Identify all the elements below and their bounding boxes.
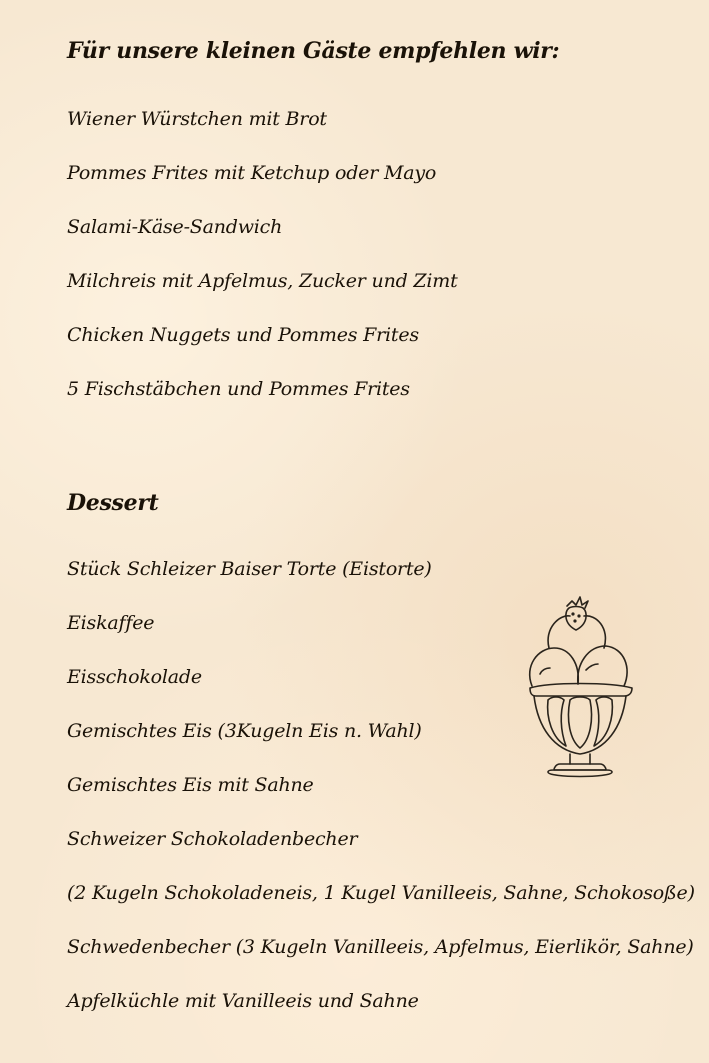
kids-item: Wiener Würstchen mit Brot	[67, 108, 327, 130]
dessert-item: Schweizer Schokoladenbecher	[67, 828, 358, 850]
dessert-item: Gemischtes Eis mit Sahne	[67, 774, 314, 796]
kids-item: Chicken Nuggets und Pommes Frites	[67, 324, 419, 346]
dessert-heading: Dessert	[67, 490, 159, 516]
dessert-item: Gemischtes Eis (3Kugeln Eis n. Wahl)	[67, 720, 422, 742]
kids-item: Salami-Käse-Sandwich	[67, 216, 283, 238]
dessert-item: Eiskaffee	[67, 612, 155, 634]
ice-cream-sundae-icon	[520, 588, 640, 788]
kids-item: Milchreis mit Apfelmus, Zucker und Zimt	[67, 270, 458, 292]
dessert-item-description: (2 Kugeln Schokoladeneis, 1 Kugel Vanilleeis, Sahne, Schokosoße)	[67, 882, 695, 904]
dessert-item: Schwedenbecher (3 Kugeln Vanilleeis, Apfelmus, Eierlikör, Sahne)	[67, 936, 694, 958]
dessert-item: Apfelküchle mit Vanilleeis und Sahne	[67, 990, 419, 1012]
kids-item: 5 Fischstäbchen und Pommes Frites	[67, 378, 410, 400]
kids-heading: Für unsere kleinen Gäste empfehlen wir:	[67, 38, 560, 64]
dessert-item: Eisschokolade	[67, 666, 202, 688]
kids-item: Pommes Frites mit Ketchup oder Mayo	[67, 162, 437, 184]
dessert-item: Stück Schleizer Baiser Torte (Eistorte)	[67, 558, 432, 580]
